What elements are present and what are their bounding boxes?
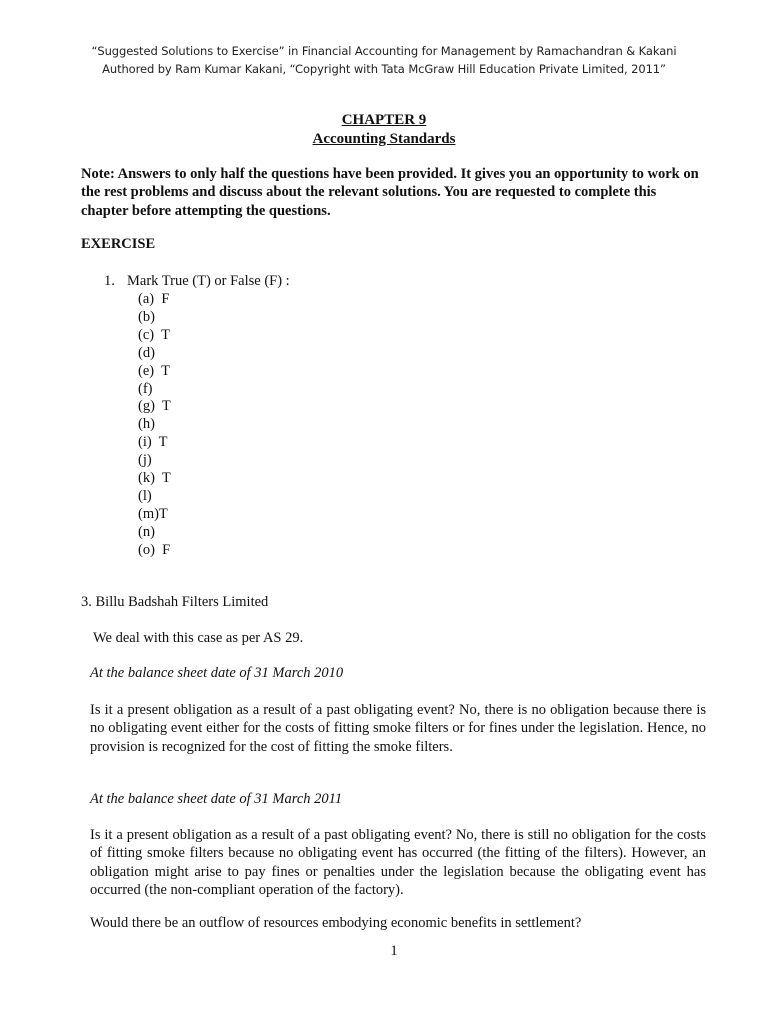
question-outflow: Would there be an outflow of resources embodying economic benefits in settlement?: [90, 915, 582, 931]
exercise-heading: EXERCISE: [81, 236, 156, 252]
answer-h: (h): [138, 416, 155, 433]
answer-j: (j): [138, 452, 152, 469]
answer-o: (o) F: [138, 541, 171, 558]
answer-e: (e) T: [138, 362, 170, 379]
answer-c: (c) T: [138, 326, 170, 343]
answer-list: [138, 291, 171, 560]
section-2010-heading: At the balance sheet date of 31 March 2010: [90, 665, 344, 681]
question-1-text: Mark True (T) or False (F) :: [127, 273, 290, 289]
chapter-number: CHAPTER 9: [341, 112, 427, 128]
question-3-title: 3. Billu Badshah Filters Limited: [81, 594, 269, 610]
answer-a: (a) F: [138, 291, 170, 307]
question-1-number: 1.: [104, 273, 115, 289]
question-3-intro: We deal with this case as per AS 29.: [93, 630, 304, 646]
header-line-2: Authored by Ram Kumar Kakani, “Copyright with Tata McGraw Hill Education Private Limited, 2011”: [102, 62, 666, 76]
answer-g: (g) T: [138, 398, 171, 415]
note-paragraph: Note: Answers to only half the questions have been provided. It gives you an opportunity to work on the rest problems and discuss about the relevant solutions. You are requested to complete this chapter before attempting the questions.: [81, 166, 699, 219]
chapter-title: Accounting Standards: [312, 131, 456, 147]
answer-i: (i) T: [138, 434, 168, 451]
section-2011-heading: At the balance sheet date of 31 March 2011: [90, 791, 343, 807]
answer-d: (d): [138, 344, 155, 361]
answer-l: (l): [138, 487, 152, 504]
answer-m: (m)T: [138, 505, 168, 522]
section-2010-text: Is it a present obligation as a result of a past obligating event? No, there is no obligation because there is no obligating event either for the costs of fitting smoke filters or for fines under the legislation. Hence, no provision is recognized for the cost of fitting the smoke filters.: [90, 702, 706, 755]
page-number: 1: [390, 943, 398, 959]
header-line-1: “Suggested Solutions to Exercise” in Financial Accounting for Management by Ramachandran & Kakani: [91, 44, 677, 58]
answer-b: (b): [138, 308, 155, 325]
section-2011-text: Is it a present obligation as a result of a past obligating event? No, there is still no obligation for the costs of fitting smoke filters because no obligating event has occurred (the fitting of the filters). However, an obligation might arise to pay fines or penalties under the legislation because the obligating event has occurred (the non-compliant operation of the factory).: [90, 827, 706, 899]
answer-k: (k) T: [138, 470, 171, 487]
answer-f: (f): [138, 380, 153, 397]
answer-n: (n): [138, 523, 155, 540]
